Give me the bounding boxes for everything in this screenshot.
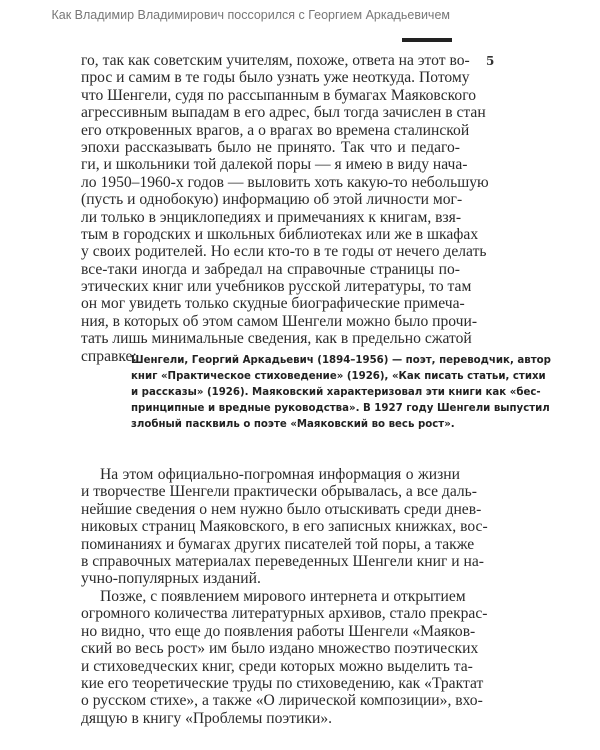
text-line: (пусть и однобокую) информацию об этой личности мог- xyxy=(81,191,463,209)
text-line: никовых страниц Маяковского, в его записных книжках, вос- xyxy=(81,518,488,536)
paragraph-3 xyxy=(81,588,488,727)
running-title: Как Владимир Владимирович поссорился с Георгием Аркадьевичем xyxy=(51,8,450,22)
text-line: поминаниях и бумагах других писателей той поры, а также xyxy=(81,535,475,553)
text-line: злобный пасквиль о поэте «Маяковский во весь рост». xyxy=(131,419,455,430)
text-line: ли только в энциклопедиях и примечаниях к книгам, взя- xyxy=(81,208,462,226)
text-line: о русском стихе», а также «О лирической композиции», вхо- xyxy=(81,692,483,710)
text-line: и рассказы» (1926). Маяковский характеризовал эти книги как «бес- xyxy=(131,387,541,398)
text-line: книг «Практическое стиховедение» (1926), «Как писать статьи, стихи xyxy=(131,371,546,382)
text-line: но видно, что еще до появления работы Шенгели «Маяков- xyxy=(81,622,476,640)
text-line: что Шенгели, судя по рассыпанным в бумагах Маяковского xyxy=(81,86,476,104)
text-line: он мог увидеть только скудные биографические примеча- xyxy=(81,295,465,313)
text-line: ло 1950–1960-х годов — выловить хоть какую-то небольшую xyxy=(81,173,489,191)
text-line: и стиховедческих книг, среди которых можно выделить та- xyxy=(81,657,473,675)
text-line: эпохи рассказывать было не принято. Так что и педаго- xyxy=(81,138,460,156)
paragraph-1 xyxy=(81,52,489,365)
text-line: го, так как советским учителям, похоже, ответа на этот во- xyxy=(81,52,470,69)
text-line: тым в городских и школьных библиотеках или же в шкафах xyxy=(81,225,479,243)
text-line: учно-популярных изданий. xyxy=(81,570,261,588)
text-line: дящую в книгу «Проблемы поэтики». xyxy=(81,709,333,727)
reference-quote xyxy=(131,353,551,433)
text-line: справке: xyxy=(81,347,137,365)
text-line: ния, в которых об этом самом Шенгели можно было прочи- xyxy=(81,312,478,330)
header-rule xyxy=(402,38,452,42)
text-line: все-таки иногда и забредал на справочные страницы по- xyxy=(81,260,460,278)
text-line: агрессивным выпадам в его адрес, был тогда зачислен в стан xyxy=(81,104,486,122)
text-line: кие его теоретические труды по стиховедению, как «Трактат xyxy=(81,674,484,692)
text-line: ский во весь рост» им было издано множество поэтических xyxy=(81,640,479,658)
text-line: нейшие сведения о нем нужно было отыскивать среди днев- xyxy=(81,500,482,518)
text-line: его откровенных врагов, а о врагах во времена сталинской xyxy=(81,121,470,139)
text-line: прос и самим в те годы было узнать уже неоткуда. Потому xyxy=(81,69,470,87)
text-line: у своих родителей. Но если кто-то в те годы от нечего делать xyxy=(81,243,487,261)
paragraph-2 xyxy=(81,466,488,588)
text-line: в справочных материалах переведенных Шенгели книг и на- xyxy=(81,552,484,570)
text-line: Позже, с появлением мирового интернета и открытием xyxy=(100,588,466,605)
text-line: этических книг или учебников русской литературы, то там xyxy=(81,278,472,296)
text-line: ги, и школьники той далекой поры — я имею в виду нача- xyxy=(81,156,468,174)
page-number: 5 xyxy=(486,54,495,68)
text-line: принципные и вредные руководства». В 1927 году Шенгели выпустил xyxy=(131,403,550,414)
text-line: Шенгели, Георгий Аркадьевич (1894–1956) — поэт, переводчик, автор xyxy=(131,355,551,366)
text-line: огромного количества литературных архивов, стало прекрас- xyxy=(81,605,488,623)
text-line: тать лишь минимальные сведения, как в предельно сжатой xyxy=(81,330,472,348)
text-line: и творчестве Шенгели практически обрывалась, а все даль- xyxy=(81,483,477,501)
text-line: На этом официально-погромная информация о жизни xyxy=(100,466,460,483)
